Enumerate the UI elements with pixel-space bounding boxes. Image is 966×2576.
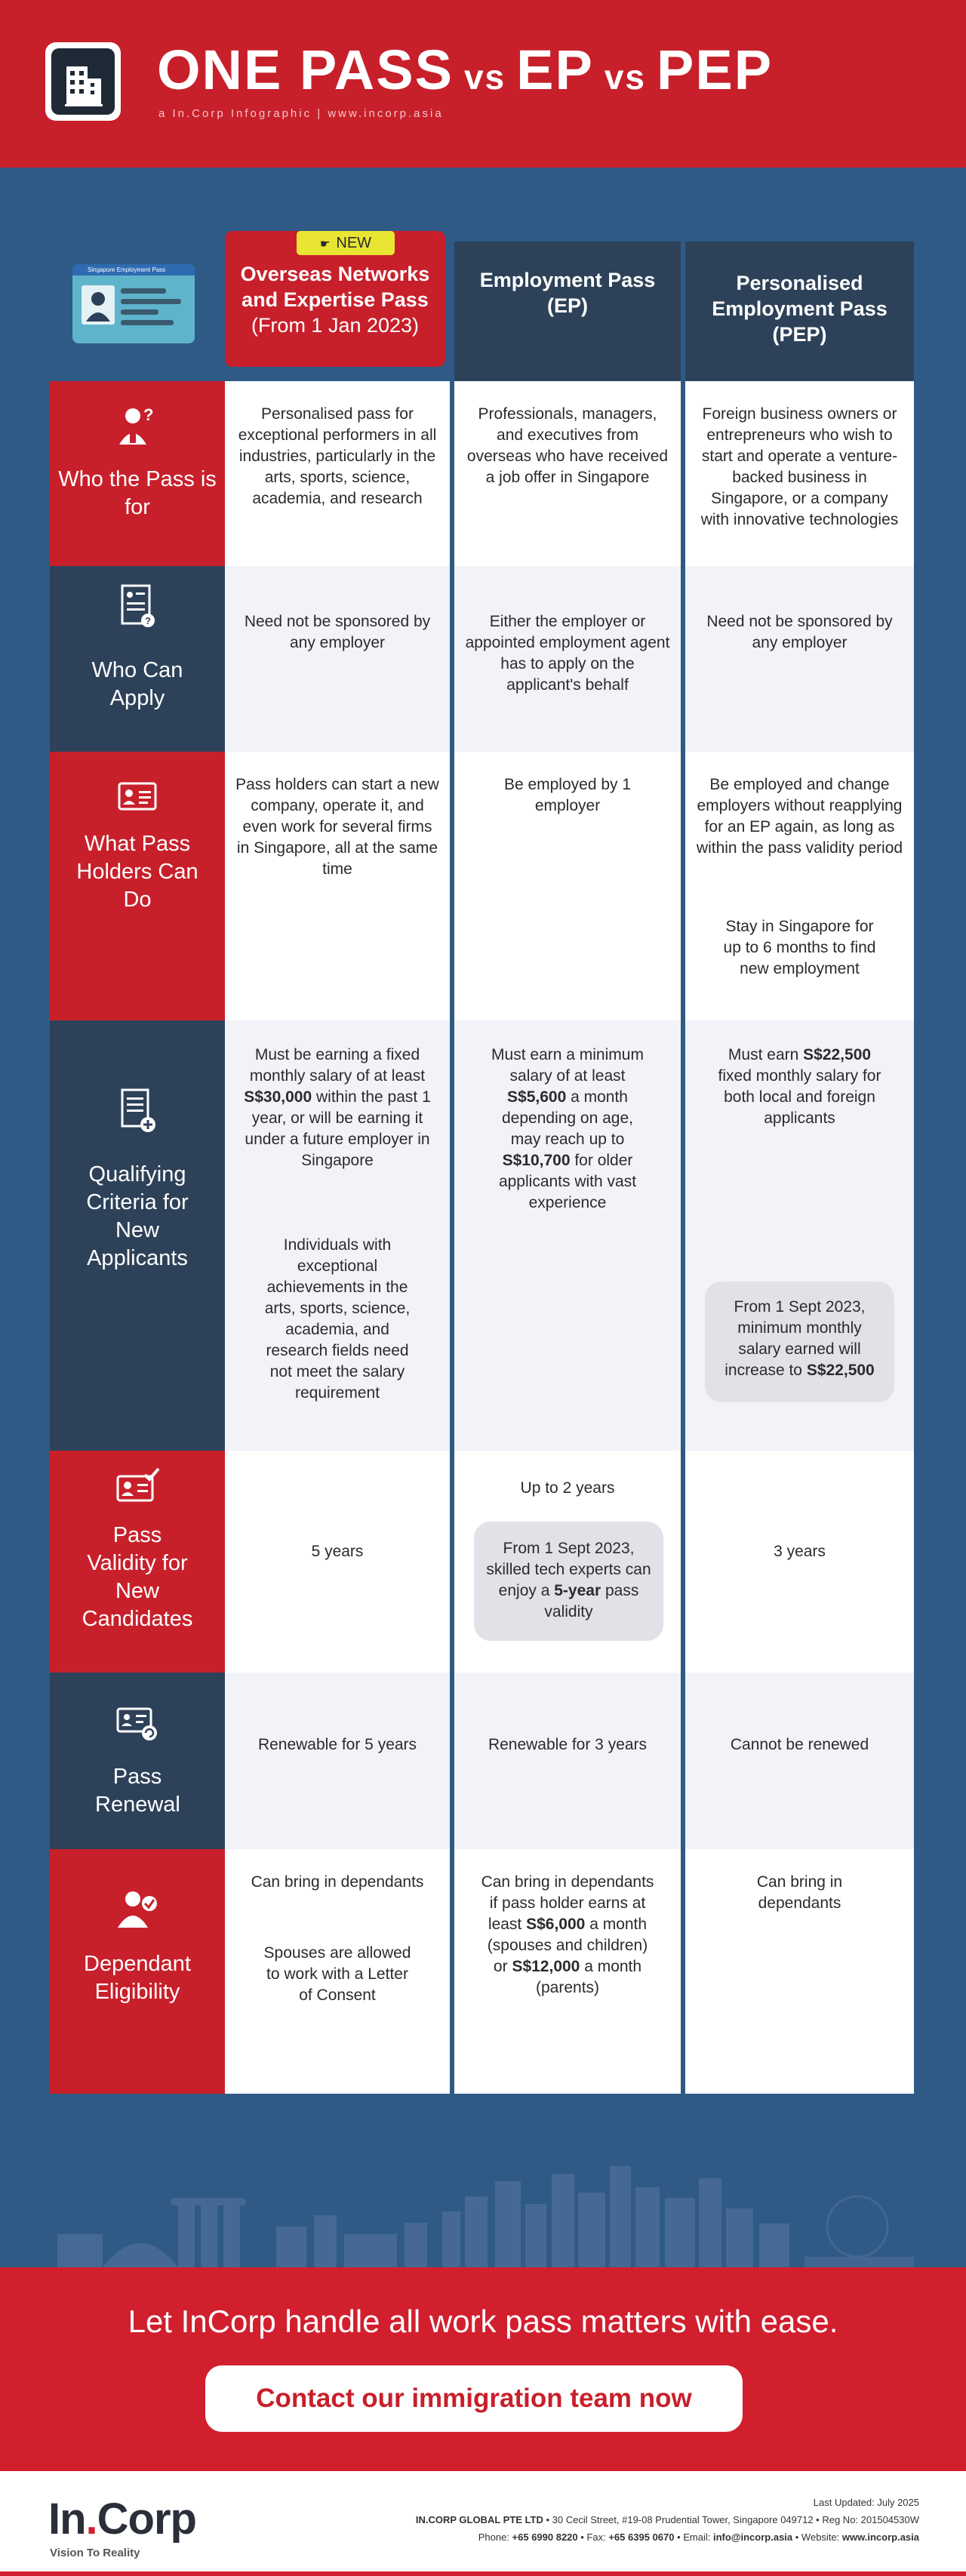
page-title: ONE PASS vs EP vs PEP	[157, 38, 774, 101]
singapore-skyline-illustration	[50, 2151, 914, 2267]
call-to-action-section	[0, 2267, 966, 2471]
row-label: Who Can Apply	[91, 658, 183, 710]
cell-one-apply: Need not be sponsored by any employer	[225, 566, 450, 752]
person-question-icon	[115, 402, 160, 451]
cell-one-criteria: Must be earning a fixed monthly salary of at least S$30,000 within the past 1 year, or will be earning it under a future employer in Singapore Individuals with exceptional achievements in the arts, sports, science, academia, and research fields need not meet the salary requirement	[225, 1020, 450, 1451]
cell-pep-apply: Need not be sponsored by any employer	[685, 566, 914, 752]
cell-pep-criteria: Must earn S$22,500 fixed monthly salary for both local and foreign applicants From 1 Sept 2023, minimum monthly salary earned will increase to S$22,500	[685, 1020, 914, 1451]
column-header-pep: Personalised Employment Pass (PEP)	[685, 242, 914, 381]
subtitle: a In.Corp Infographic | www.incorp.asia	[158, 107, 444, 120]
email-link[interactable]: info@incorp.asia	[713, 2531, 793, 2543]
company-info: Last Updated: July 2025 IN.CORP GLOBAL PTE LTD • 30 Cecil Street, #19-08 Prudential Tower, Singapore 049712 • Reg No: 201504530W Phone: +65 6990 8220 • Fax: +65 6395 0670 • Email: info@incorp.asia • Website: www.incorp.asia	[416, 2494, 919, 2546]
column-header-ep: Employment Pass (EP)	[454, 242, 681, 381]
row-label: Dependant Eligibility	[84, 1952, 191, 2004]
cell-ep-renewal: Renewable for 3 years	[454, 1673, 681, 1849]
header	[0, 0, 966, 168]
card-renew-icon	[115, 1700, 160, 1748]
row-label: Pass Renewal	[95, 1765, 180, 1817]
row-label: Pass Validity for New Candidates	[82, 1523, 193, 1631]
person-check-icon	[115, 1887, 160, 1935]
cell-ep-dependant: Can bring in dependants if pass holder earns at least S$6,000 a month (spouses and children) or S$12,000 a month (parents)	[454, 1849, 681, 2094]
row-who-can-apply	[50, 566, 914, 752]
footer	[0, 2471, 966, 2576]
cell-one-can-do: Pass holders can start a new company, operate it, and even work for several firms in Singapore, all at the same time	[225, 752, 450, 1020]
cell-pep-renewal: Cannot be renewed	[685, 1673, 914, 1849]
tagline: Vision To Reality	[50, 2547, 140, 2559]
svg-text:?: ?	[145, 615, 151, 626]
pass-card-label: Singapore Employment Pass	[72, 264, 195, 275]
id-card-icon	[115, 773, 160, 821]
employment-pass-card-icon	[72, 264, 195, 343]
footer-stripe	[0, 2571, 966, 2576]
cell-one-dependant: Can bring in dependants Spouses are allowed to work with a Letter of Consent	[225, 1849, 450, 2094]
row-label: Who the Pass is for	[58, 467, 217, 519]
cell-ep-can-do: Be employed by 1 employer	[454, 752, 681, 1020]
cell-pep-validity: 3 years	[685, 1451, 914, 1673]
row-who-pass-is-for	[50, 381, 914, 566]
card-check-icon	[115, 1464, 160, 1513]
row-qualifying-criteria	[50, 1020, 914, 1451]
row-label: Qualifying Criteria for New Applicants	[86, 1162, 189, 1270]
cell-pep-can-do: Be employed and change employers without reapplying for an EP again, as long as within the pass validity period Stay in Singapore for up to 6 months to find new employment	[685, 752, 914, 1020]
cell-ep-criteria: Must earn a minimum salary of at least S$5,600 a month depending on age, may reach up to S$10,700 for older applicants with vast experience	[454, 1020, 681, 1451]
cell-one-renewal: Renewable for 5 years	[225, 1673, 450, 1849]
cell-pep-who: Foreign business owners or entrepreneurs who wish to start and operate a venture-backed business in Singapore, or a company with innovative technologies	[685, 381, 914, 566]
building-icon	[45, 42, 121, 121]
incorp-logo: In.Corp	[48, 2494, 196, 2544]
cell-ep-who: Professionals, managers, and executives from overseas who have received a job offer in Singapore	[454, 381, 681, 566]
pointing-hand-icon: ☛	[319, 238, 331, 251]
contact-immigration-team-button[interactable]: Contact our immigration team now	[205, 2365, 743, 2432]
row-pass-validity	[50, 1451, 914, 1673]
cell-one-validity: 5 years	[225, 1451, 450, 1673]
row-what-holders-can-do	[50, 752, 914, 1020]
new-badge: ☛ NEW	[297, 231, 395, 255]
row-pass-renewal	[50, 1673, 914, 1849]
row-label: What Pass Holders Can Do	[76, 832, 198, 912]
phone-link[interactable]: +65 6990 8220	[512, 2531, 578, 2543]
cell-one-who: Personalised pass for exceptional performers in all industries, particularly in the arts, sports, science, academia, and research	[225, 381, 450, 566]
document-plus-icon	[115, 1087, 160, 1135]
last-updated: Last Updated: July 2025	[813, 2497, 919, 2508]
website-link[interactable]: www.incorp.asia	[841, 2531, 919, 2543]
row-dependant-eligibility	[50, 1849, 914, 2094]
pep-salary-note: From 1 Sept 2023, minimum monthly salary earned will increase to S$22,500	[705, 1282, 894, 1402]
column-header-one-pass: ☛ NEW Overseas Networks and Expertise Pass (From 1 Jan 2023)	[225, 231, 445, 367]
ep-validity-note: From 1 Sept 2023, skilled tech experts can enjoy a 5-year pass validity	[474, 1522, 663, 1641]
cell-ep-validity: Up to 2 years From 1 Sept 2023, skilled tech experts can enjoy a 5-year pass validity	[454, 1451, 681, 1673]
cta-text: Let InCorp handle all work pass matters with ease.	[128, 2304, 838, 2339]
cell-ep-apply: Either the employer or appointed employment agent has to apply on the applicant's behalf	[454, 566, 681, 752]
cell-pep-dependant: Can bring in dependants	[685, 1849, 914, 2094]
svg-text:?: ?	[143, 405, 154, 424]
document-user-icon	[115, 583, 160, 631]
